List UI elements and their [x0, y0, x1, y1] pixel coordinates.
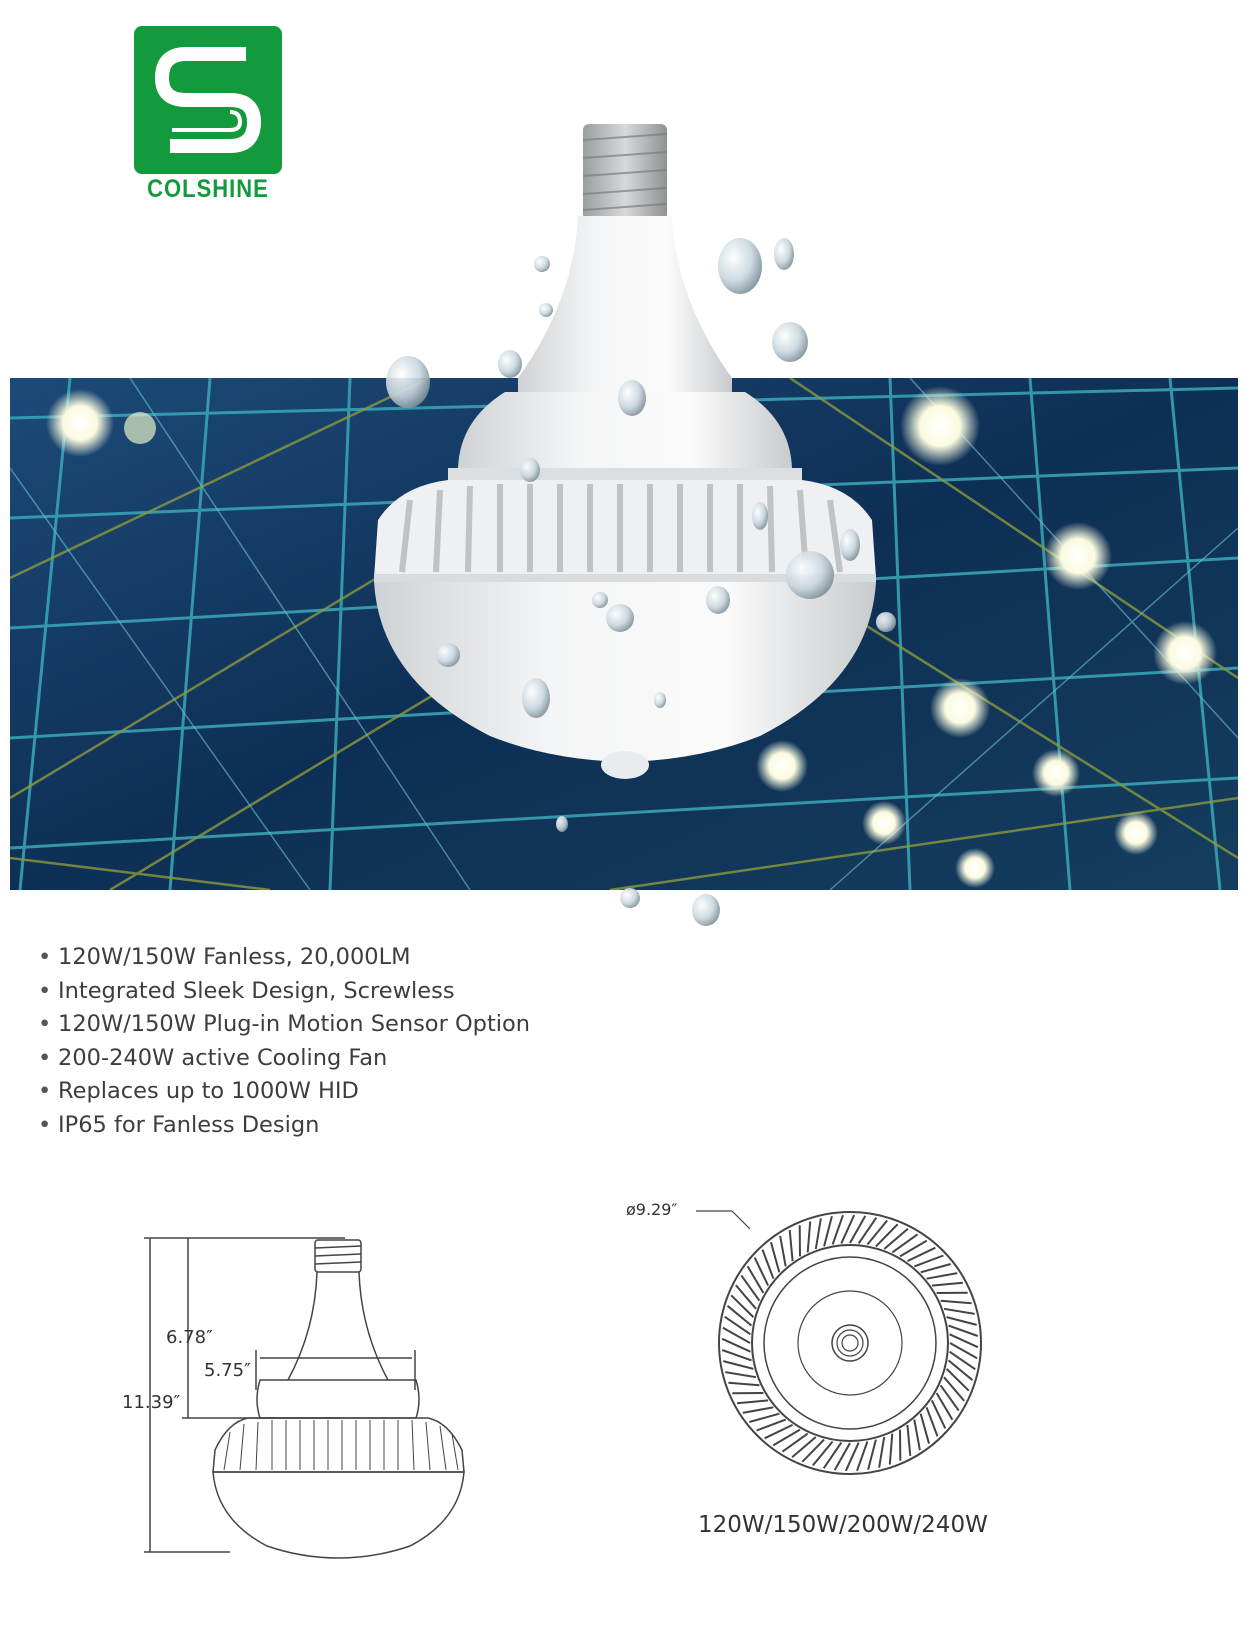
heatsink-fin [927, 1273, 958, 1279]
heatsink-fin [892, 1234, 917, 1252]
heatsink-fin [890, 1434, 893, 1465]
heatsink-fin [749, 1414, 779, 1422]
heatsink-fin [947, 1369, 969, 1391]
heatsink-fin [790, 1230, 793, 1261]
wattage-caption: 120W/150W/200W/240W [698, 1512, 988, 1538]
heatsink-fin [868, 1440, 876, 1470]
total-height-label: 11.39″ [122, 1392, 181, 1413]
heatsink-fin [949, 1326, 978, 1336]
top-height-label: 6.78″ [166, 1327, 213, 1348]
heatsink-fin [857, 1442, 867, 1471]
heatsink-fin [813, 1442, 833, 1466]
diameter-label: ø9.29″ [626, 1200, 678, 1219]
heatsink-fin [741, 1275, 759, 1300]
heatsink-fin [876, 1224, 898, 1246]
heatsink-fin [879, 1437, 884, 1468]
bullet-icon: • [38, 977, 52, 1004]
heatsink-fin [927, 1407, 938, 1436]
heatsink-fin [921, 1264, 951, 1272]
feature-item: • Integrated Sleek Design, Screwless [38, 975, 530, 1009]
heatsink-fin [947, 1317, 977, 1325]
heatsink-fin [949, 1360, 973, 1380]
heatsink-fin [944, 1377, 964, 1401]
heatsink-fin [737, 1400, 768, 1403]
heatsink-fin [728, 1306, 752, 1326]
heatsink-fin [771, 1242, 779, 1272]
heatsink-fin [833, 1215, 843, 1244]
width-label: 5.75″ [204, 1360, 251, 1381]
heatsink-fin [728, 1383, 759, 1386]
bullet-icon: • [38, 1111, 52, 1138]
heatsink-fin [941, 1301, 972, 1304]
heatsink-fin [914, 1256, 943, 1267]
bullet-icon: • [38, 1011, 52, 1038]
heatsink-fin [780, 1236, 786, 1267]
bullet-icon: • [38, 944, 52, 970]
heatsink-fin [722, 1350, 751, 1360]
heatsink-fin [907, 1425, 910, 1456]
heatsink-fin [763, 1250, 774, 1279]
heatsink-fin [731, 1295, 753, 1317]
brand-name: COLSHINE [147, 174, 269, 203]
heatsink-fin [944, 1309, 975, 1314]
heatsink-fin [723, 1361, 753, 1369]
heatsink-fin [736, 1285, 756, 1309]
heatsink-fin [824, 1216, 832, 1246]
heatsink-fin [932, 1283, 963, 1286]
heatsink-fin [808, 1221, 811, 1252]
heatsink-fin [802, 1440, 824, 1462]
heatsink-fin [757, 1420, 786, 1431]
feature-item: • 200-240W active Cooling Fan [38, 1042, 530, 1076]
heatsink-fin [725, 1372, 756, 1377]
bullet-icon: • [38, 1044, 52, 1071]
heatsink-fin [884, 1229, 908, 1249]
heatsink-fin [782, 1434, 807, 1452]
heatsink-fin [941, 1385, 959, 1410]
heatsink-fin [914, 1420, 920, 1451]
heatsink-fin [743, 1407, 774, 1413]
top-view-drawing [610, 1195, 990, 1495]
bullet-icon: • [38, 1078, 52, 1105]
feature-item: • IP65 for Fanless Design [38, 1109, 530, 1143]
heatsink-fin [867, 1221, 887, 1245]
feature-item: • 120W/150W Plug-in Motion Sensor Option [38, 1008, 530, 1042]
heatsink-fin [816, 1218, 821, 1249]
side-view-drawing [110, 1180, 490, 1570]
feature-item: • 120W/150W Fanless, 20,000LM [38, 941, 530, 975]
heatsink-fin [792, 1437, 816, 1457]
feature-list [38, 941, 530, 1143]
heatsink-fin [921, 1414, 929, 1444]
feature-item: • Replaces up to 1000W HID [38, 1075, 530, 1109]
